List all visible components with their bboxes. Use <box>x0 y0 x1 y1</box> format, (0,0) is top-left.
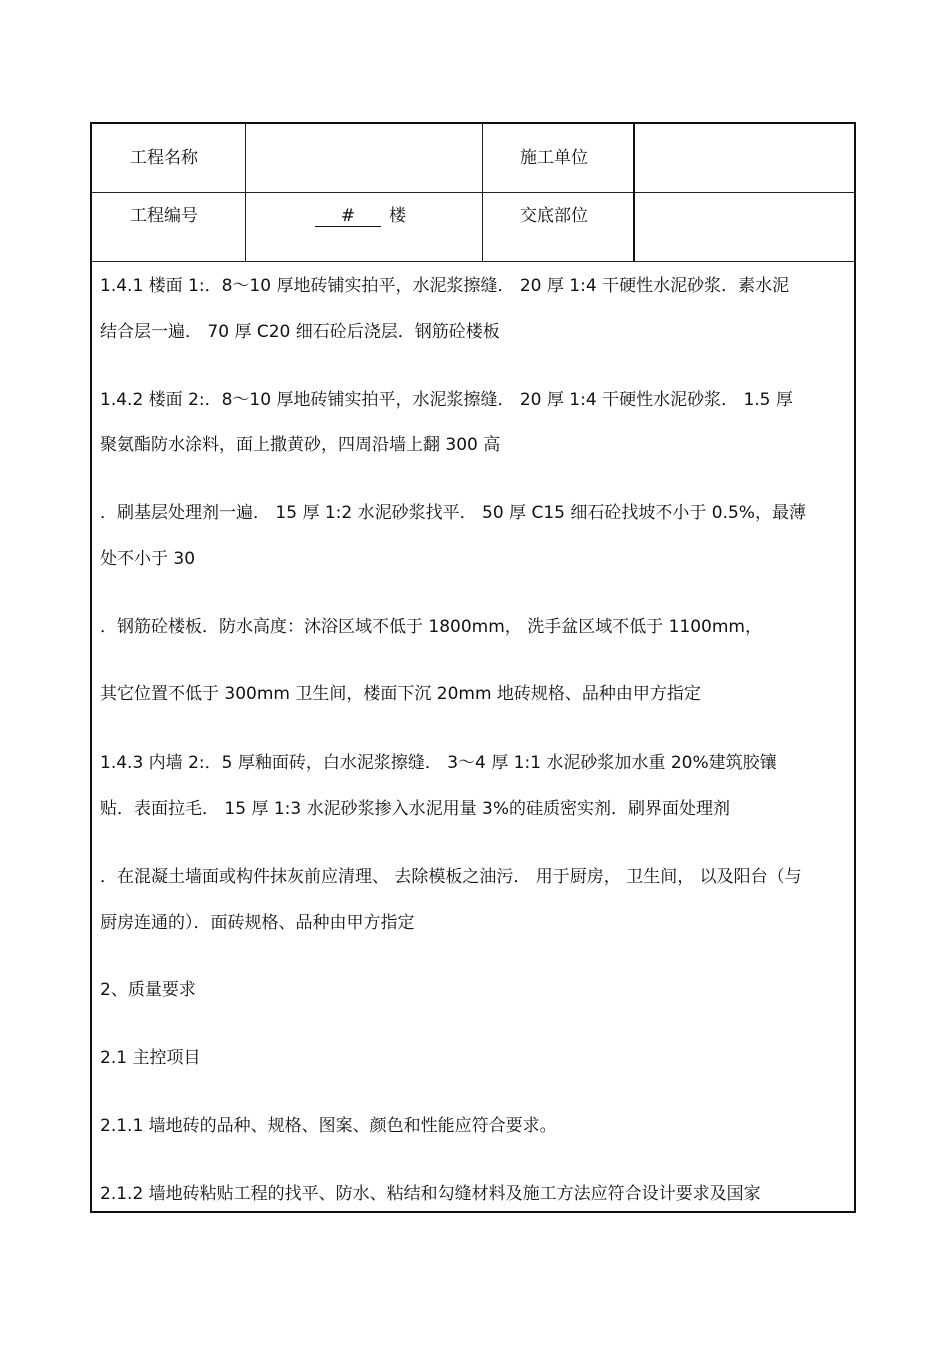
header-row-divider <box>92 192 854 193</box>
header-col-divider-2 <box>482 124 483 262</box>
content-line: 厨房连通的）．面砖规格、品种由甲方指定 <box>100 913 415 933</box>
header-bottom-border <box>92 261 854 262</box>
project-name-label: 工程名称 <box>130 148 198 168</box>
header-col-divider-1 <box>245 124 246 262</box>
subsection-heading: 2.1 主控项目 <box>100 1048 201 1068</box>
project-no-label: 工程编号 <box>130 206 198 226</box>
content-line: 结合层一遍． 70 厚 C20 细石砼后浇层．钢筋砼楼板 <box>100 322 500 342</box>
handover-form <box>90 122 856 1213</box>
handover-part-label: 交底部位 <box>520 206 588 226</box>
content-line: 2.1.1 墙地砖的品种、规格、图案、颜色和性能应符合要求。 <box>100 1116 557 1136</box>
building-suffix: 楼 <box>389 206 406 226</box>
content-line: 1.4.3 内墙 2:．5 厚釉面砖，白水泥浆擦缝． 3～4 厚 1:1 水泥砂浆加水重 20%建筑胶镶 <box>100 753 777 773</box>
section-heading: 2、质量要求 <box>100 980 196 1000</box>
content-line: 其它位置不低于 300mm 卫生间，楼面下沉 20mm 地砖规格、品种由甲方指定 <box>100 684 701 704</box>
project-no-value <box>315 206 406 227</box>
content-line: 聚氨酯防水涂料，面上撒黄砂，四周沿墙上翻 300 高 <box>100 435 501 455</box>
content-line: 处不小于 30 <box>100 549 196 569</box>
content-line: ．钢筋砼楼板．防水高度：沐浴区域不低于 1800mm， 洗手盆区域不低于 1100mm， <box>100 617 762 637</box>
construction-unit-label: 施工单位 <box>520 148 588 168</box>
content-line: 1.4.1 楼面 1:．8～10 厚地砖铺实拍平，水泥浆擦缝． 20 厚 1:4 干硬性水泥砂浆．素水泥 <box>100 276 790 296</box>
header-col-divider-3 <box>633 124 635 262</box>
building-no-field: # <box>315 206 381 227</box>
content-line: 1.4.2 楼面 2:．8～10 厚地砖铺实拍平，水泥浆擦缝． 20 厚 1:4 干硬性水泥砂浆． 1.5 厚 <box>100 390 793 410</box>
content-line: ．刷基层处理剂一遍． 15 厚 1:2 水泥砂浆找平． 50 厚 C15 细石砼找坡不小于 0.5%，最薄 <box>100 503 806 523</box>
content-line: 贴．表面拉毛． 15 厚 1:3 水泥砂浆掺入水泥用量 3%的硅质密实剂．刷界面处理剂 <box>100 799 730 819</box>
form-header-grid <box>92 124 854 262</box>
content-line: 2.1.2 墙地砖粘贴工程的找平、防水、粘结和勾缝材料及施工方法应符合设计要求及国家 <box>100 1184 761 1204</box>
content-line: ．在混凝土墙面或构件抹灰前应清理、 去除模板之油污． 用于厨房， 卫生间， 以及阳台（与 <box>100 867 802 887</box>
